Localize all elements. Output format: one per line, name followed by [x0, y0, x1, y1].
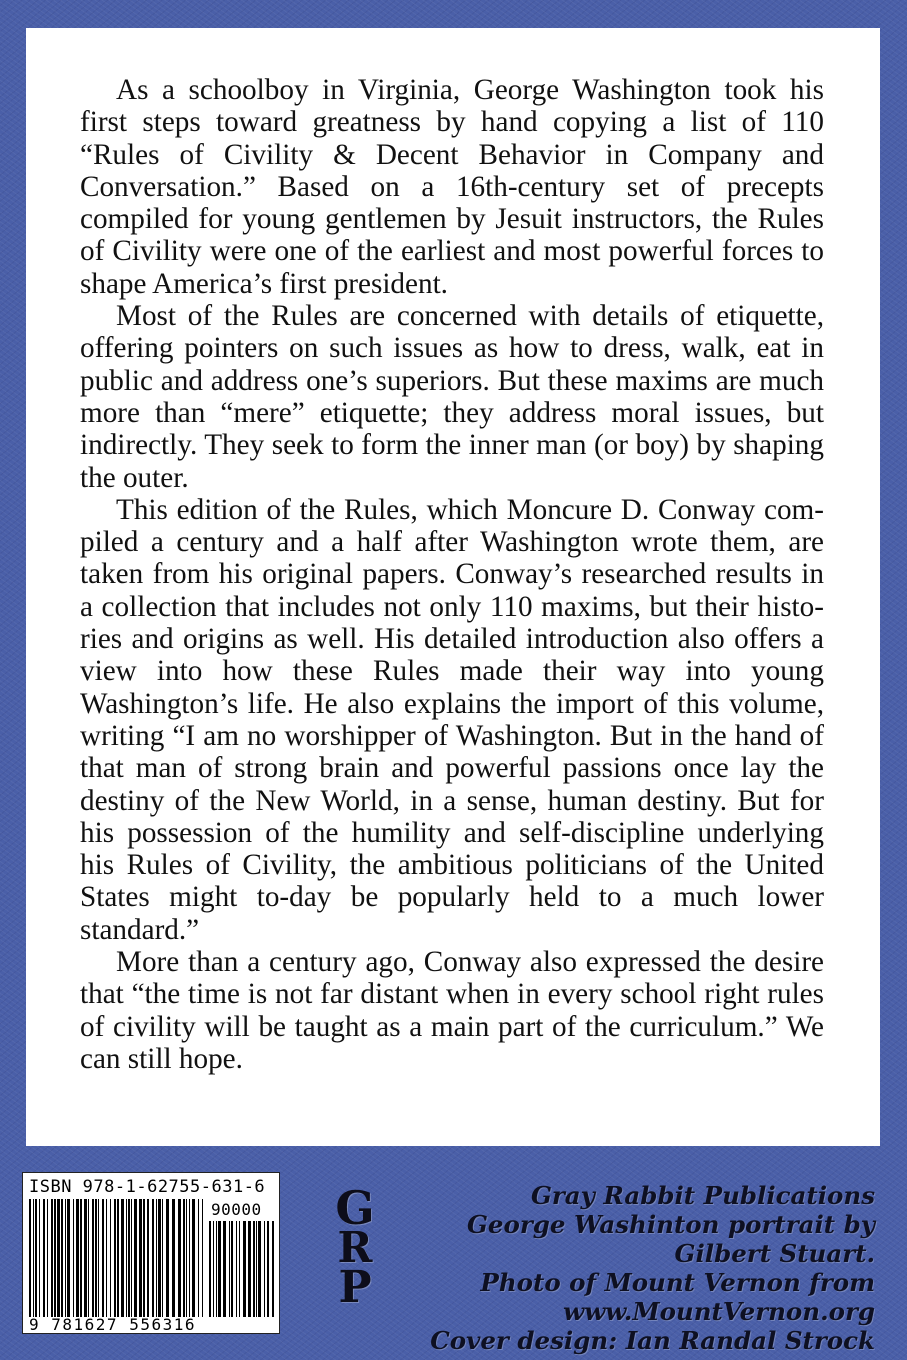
barcode-addon-number: 90000: [211, 1200, 262, 1219]
barcode-bar: [231, 1221, 233, 1317]
barcode-bar: [98, 1199, 99, 1317]
barcode-bar: [267, 1221, 269, 1317]
barcode-bar: [128, 1199, 130, 1317]
barcode-bar: [166, 1199, 169, 1317]
barcode-bar: [61, 1199, 63, 1317]
logo-letter-r: R: [337, 1223, 373, 1272]
barcode-bar: [243, 1221, 246, 1317]
barcode-bar: [126, 1199, 127, 1317]
barcode-bar: [92, 1199, 94, 1317]
blurb-panel: [26, 28, 880, 1146]
barcode-bar: [121, 1199, 124, 1317]
barcode-bar: [239, 1221, 240, 1317]
barcode-bar: [110, 1199, 111, 1317]
barcode-bar: [67, 1199, 70, 1317]
barcode-bar: [223, 1221, 226, 1317]
barcode-bar: [84, 1199, 87, 1317]
blurb-paragraph-1: As a schoolboy in Virginia, George Washington took his first steps toward greatness by hand copying a list of 110 “Rules of Civility & Decent Behavior in Company and Conversation.” Based on a 16th-century set of precepts compiled for young gentlemen by Jesuit instructors, the Rules of Civility were one of the earliest and most powerful forces to shape America’s first president.: [80, 74, 824, 300]
barcode-bar: [213, 1221, 214, 1317]
barcode-bar: [43, 1199, 45, 1317]
barcode-bar: [134, 1199, 137, 1317]
barcode-bar: [54, 1199, 56, 1317]
barcode-bar: [209, 1221, 211, 1317]
barcode-bar: [253, 1221, 255, 1317]
blurb-paragraph-2: Most of the Rules are concerned with details of etiquette, offering pointers on such issues as how to dress, walk, eat in public and address one’s superiors. But these maxims are much more than “mere” etiquette; they address moral issues, but indirectly. They seek to form the inner man (or boy) by shaping the outer.: [80, 300, 824, 494]
barcode-bar: [73, 1199, 74, 1317]
barcode-bar: [156, 1199, 157, 1317]
barcode-bar: [33, 1199, 34, 1317]
credit-portrait: George Washinton portrait by: [467, 1210, 875, 1239]
barcode-bar: [65, 1199, 66, 1317]
barcode-bar: [131, 1199, 132, 1317]
barcode-bar: [258, 1221, 261, 1317]
barcode-bar: [51, 1199, 53, 1317]
barcode-bar: [272, 1221, 274, 1317]
barcode-bar: [35, 1199, 37, 1317]
barcode-bar: [39, 1199, 40, 1317]
cover-credits: [405, 1181, 875, 1355]
barcode-bar: [198, 1199, 199, 1317]
barcode-bar: [178, 1199, 181, 1317]
barcode-bar: [47, 1199, 48, 1317]
isbn-label: ISBN 978-1-62755-631-6: [29, 1177, 266, 1197]
barcode-addon-bars: [209, 1221, 275, 1317]
barcode-bar: [236, 1221, 237, 1317]
logo-letter-g: G: [335, 1181, 375, 1235]
logo-letter-p: P: [338, 1262, 372, 1313]
barcode-bar: [248, 1221, 251, 1317]
credit-photo: Photo of Mount Vernon from: [480, 1268, 875, 1297]
barcode-bar: [216, 1221, 217, 1317]
barcode-bar: [202, 1199, 203, 1317]
barcode-bar: [186, 1199, 187, 1317]
barcode-bar: [162, 1199, 163, 1317]
barcode-bar: [57, 1199, 60, 1317]
barcode-bar: [88, 1199, 89, 1317]
barcode-bar: [143, 1199, 145, 1317]
credit-cover-design: Cover design: Ian Randal Strock: [430, 1326, 875, 1355]
credit-photo-source: www.MountVernon.org: [563, 1297, 875, 1326]
barcode-bar: [158, 1199, 161, 1317]
barcode-bar: [102, 1199, 104, 1317]
barcode-bar: [192, 1199, 195, 1317]
publisher-logo: [326, 1181, 384, 1346]
barcode-bar: [117, 1199, 119, 1317]
barcode-bar: [218, 1221, 221, 1317]
barcode-bar: [76, 1199, 79, 1317]
barcode-bar: [147, 1199, 149, 1317]
blurb-paragraph-3: This edition of the Rules, which Moncure D. Conway compiled a century and a half after Washington wrote them, are taken from his original papers. Conway’s researched results in a collection that includes not only 110 maxims, but their histories and origins as well. His detailed introduction also offers a view into how these Rules made their way into young Washington’s life. He also explains the import of this volume, writing “I am no worshipper of Washington. But in the hand of that man of strong brain and powerful passions once lay the destiny of the New World, in a sense, human destiny. But for his possession of the humility and self-discipline underlying his Rules of Civility, the ambitious politicians of the United States might to-day be popularly held to a much lower standard.”: [80, 493, 824, 946]
barcode-bar: [95, 1199, 97, 1317]
barcode-bar: [256, 1221, 257, 1317]
credit-publisher: Gray Rabbit Publications: [530, 1181, 875, 1210]
barcode-ean-digits: 9 781627 556316: [29, 1315, 196, 1334]
barcode-bar: [114, 1199, 116, 1317]
barcode-bar: [139, 1199, 142, 1317]
barcode-bar: [172, 1199, 175, 1317]
barcode-bar: [189, 1199, 190, 1317]
barcode-bar: [29, 1199, 31, 1317]
credit-portrait-artist: Gilbert Stuart.: [674, 1239, 875, 1268]
barcode-bar: [152, 1199, 154, 1317]
blurb-paragraph-4: More than a century ago, Conway also expressed the desire that “the time is not far distant when in every school right rules of civility will be taught as a main part of the curriculum.” We can still hope.: [80, 946, 824, 1075]
isbn-barcode: [22, 1172, 280, 1334]
barcode-bar: [80, 1199, 82, 1317]
barcode-bar: [183, 1199, 185, 1317]
barcode-bars: [29, 1199, 203, 1317]
barcode-bar: [229, 1221, 230, 1317]
barcode-bar: [264, 1221, 265, 1317]
barcode-bar: [106, 1199, 107, 1317]
